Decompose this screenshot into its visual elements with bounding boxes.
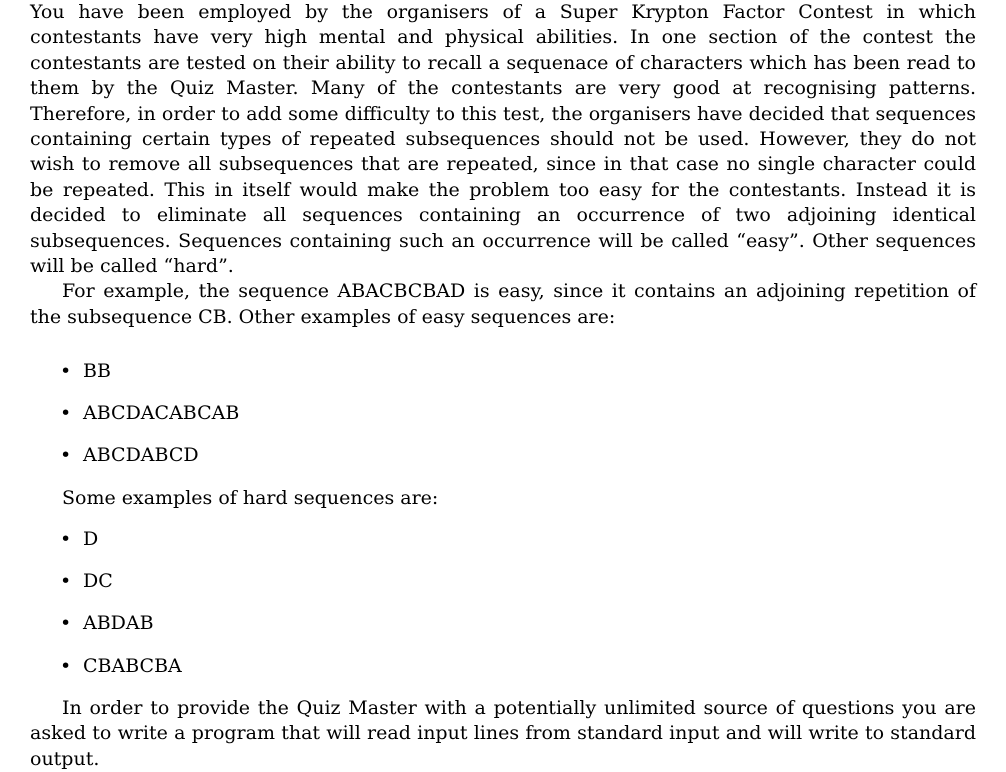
- easy-example: BB: [83, 360, 111, 383]
- hard-example: D: [83, 527, 99, 550]
- problem-statement: [30, 0, 976, 772]
- bullet-icon: •: [60, 360, 72, 383]
- bullet-icon: •: [60, 402, 72, 425]
- list-item: [30, 654, 976, 679]
- bullet-icon: •: [60, 527, 72, 550]
- bullet-icon: •: [60, 444, 72, 467]
- easy-examples-list: [30, 359, 976, 468]
- bullet-icon: •: [60, 612, 72, 635]
- hard-example: DC: [83, 570, 113, 593]
- example-paragraph: For example, the sequence ABACBCBAD is easy, since it contains an adjoining repetition of the subsequence CB. Other examples of easy sequences are:: [30, 280, 976, 328]
- list-item: [30, 611, 976, 636]
- easy-example: ABCDACABCAB: [83, 402, 240, 425]
- hard-example: ABDAB: [83, 612, 154, 635]
- bullet-icon: •: [60, 570, 72, 593]
- list-item: [30, 569, 976, 594]
- closing-paragraph: In order to provide the Quiz Master with a potentially unlimited source of questions you are asked to write a program that will read input lines from standard input and will write to standard output.: [30, 696, 976, 770]
- list-item: [30, 359, 976, 384]
- hard-intro: Some examples of hard sequences are:: [62, 486, 439, 509]
- bullet-icon: •: [60, 654, 72, 677]
- hard-example: CBABCBA: [83, 654, 182, 677]
- list-item: [30, 443, 976, 468]
- list-item: [30, 401, 976, 426]
- hard-examples-list: [30, 527, 976, 679]
- list-item: [30, 527, 976, 552]
- easy-example: ABCDABCD: [83, 444, 199, 467]
- intro-paragraph: You have been employed by the organisers of a Super Krypton Factor Contest in which contestants have very high mental and physical abilities. In one section of the contest the contestants are tested on their ability to recall a sequenace of characters which has been read to them by the Quiz Master. Many of the contestants are very good at recognising patterns. Therefore, in order to add some difficulty to this test, the organisers have decided that sequences containing certain types of repeated subsequences should not be used. However, they do not wish to remove all subsequences that are repeated, since in that case no single character could be repeated. This in itself would make the problem too easy for the contestants. Instead it is decided to eliminate all sequences containing an occurrence of two adjoining identical subsequences. Sequences containing such an occurrence will be called “easy”. Other sequences will be called “hard”.: [30, 1, 976, 278]
